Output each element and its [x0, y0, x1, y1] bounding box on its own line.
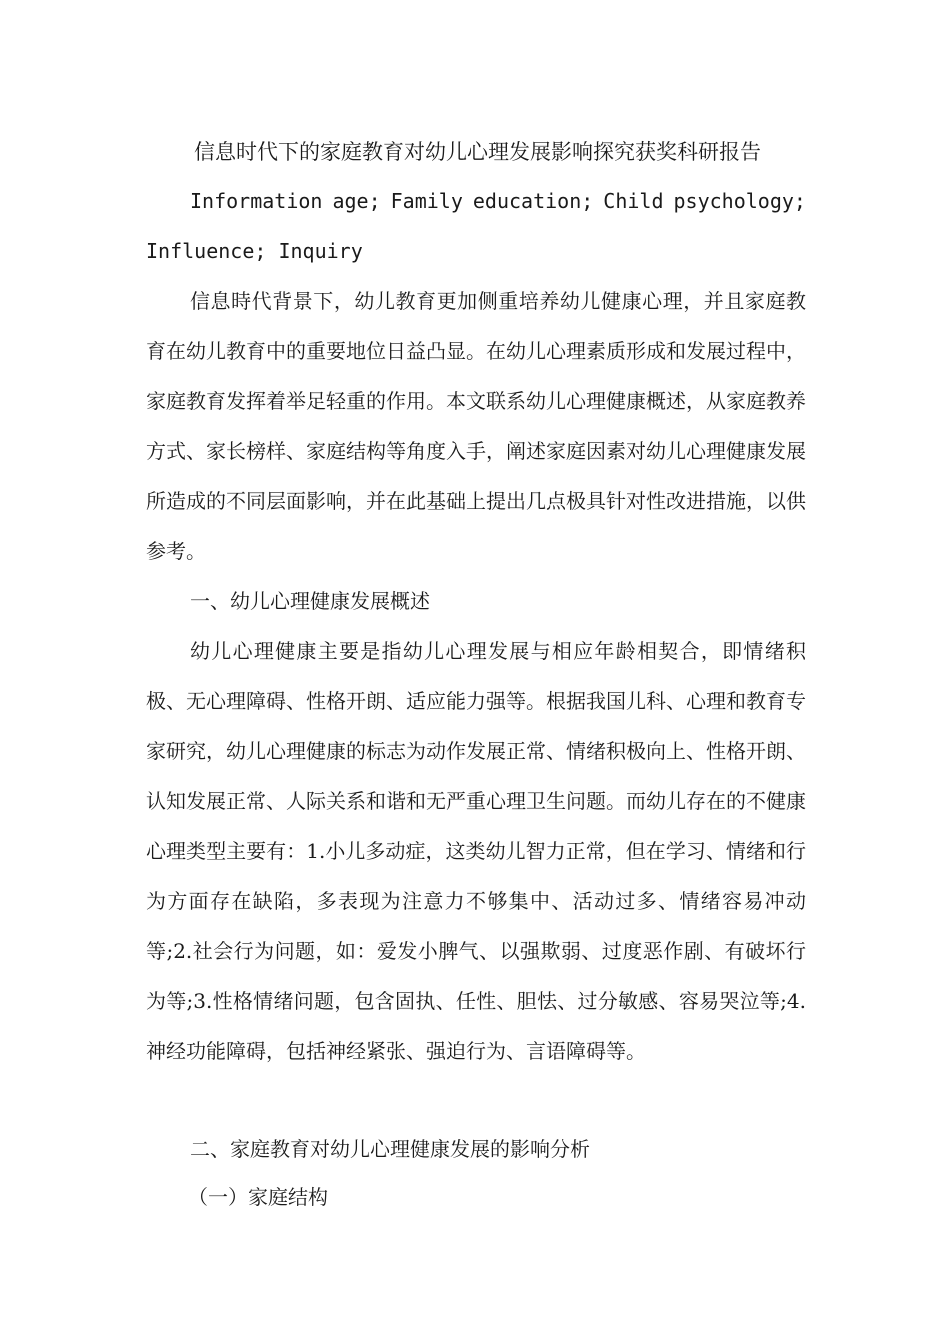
- keyword-word: age;: [332, 189, 381, 213]
- document-title: 信息时代下的家庭教育对幼儿心理发展影响探究获奖科研报告: [194, 140, 761, 164]
- keywords-line-1: [146, 176, 806, 226]
- keywords-block: [146, 176, 806, 276]
- section-2-subheading-1: （一）家庭结构: [188, 1185, 328, 1209]
- section-2-heading: 二、家庭教育对幼儿心理健康发展的影响分析: [190, 1137, 590, 1161]
- keyword-word: Child: [603, 189, 664, 213]
- keyword-word: psychology;: [673, 189, 806, 213]
- abstract-paragraph: 信息時代背景下，幼儿教育更加侧重培养幼儿健康心理，并且家庭教育在幼儿教育中的重要地位日益凸显。在幼儿心理素质形成和发展过程中，家庭教育发挥着举足轻重的作用。本文联系幼儿心理健康概述，从家庭教养方式、家长榜样、家庭结构等角度入手，阐述家庭因素对幼儿心理健康发展所造成的不同层面影响，并在此基础上提出几点极具针对性改进措施，以供参考。: [146, 289, 806, 563]
- keyword-word: education;: [472, 189, 594, 213]
- keywords-line-2: Influence; Inquiry: [146, 239, 363, 263]
- keyword-word: Information: [190, 189, 323, 213]
- section-1-heading: 一、幼儿心理健康发展概述: [190, 589, 430, 613]
- section-1-paragraph: 幼儿心理健康主要是指幼儿心理发展与相应年龄相契合，即情绪积极、无心理障碍、性格开朗、适应能力强等。根据我国儿科、心理和教育专家研究，幼儿心理健康的标志为动作发展正常、情绪积极向上、性格开朗、认知发展正常、人际关系和谐和无严重心理卫生问题。而幼儿存在的不健康心理类型主要有：1.小儿多动症，这类幼儿智力正常，但在学习、情绪和行为方面存在缺陷，多表现为注意力不够集中、活动过多、情绪容易冲动等;2.社会行为问题，如：爱发小脾气、以强欺弱、过度恶作剧、有破坏行为等;3.性格情绪问题，包含固执、任性、胆怯、过分敏感、容易哭泣等;4.神经功能障碍，包括神经紧张、强迫行为、言语障碍等。: [146, 639, 806, 1063]
- keyword-word: Family: [390, 189, 463, 213]
